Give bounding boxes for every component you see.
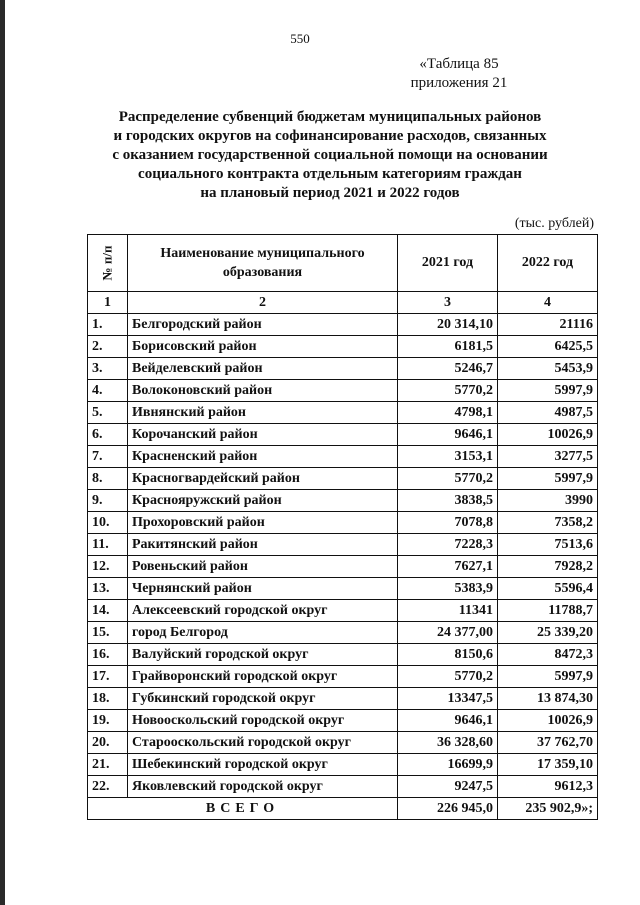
total-row xyxy=(88,798,598,820)
row-value-2022: 10026,9 xyxy=(498,424,598,446)
table-row xyxy=(88,424,598,446)
row-value-2021: 5770,2 xyxy=(398,468,498,490)
row-value-2021: 16699,9 xyxy=(398,754,498,776)
row-name: Чернянский район xyxy=(128,578,398,600)
row-name: Губкинский городской округ xyxy=(128,688,398,710)
table-row xyxy=(88,512,598,534)
row-name: Краснояружский район xyxy=(128,490,398,512)
row-number: 14. xyxy=(88,600,128,622)
table-row xyxy=(88,468,598,490)
header-name: Наименование муниципального образования xyxy=(128,235,398,292)
row-name: Вейделевский район xyxy=(128,358,398,380)
row-name: Валуйский городской округ xyxy=(128,644,398,666)
row-name: Шебекинский городской округ xyxy=(128,754,398,776)
row-name: Ровеньский район xyxy=(128,556,398,578)
row-value-2022: 5997,9 xyxy=(498,666,598,688)
table-row xyxy=(88,314,598,336)
row-value-2021: 5770,2 xyxy=(398,380,498,402)
table-reference xyxy=(384,55,534,93)
subsidy-table xyxy=(87,234,598,820)
row-value-2022: 6425,5 xyxy=(498,336,598,358)
row-number: 22. xyxy=(88,776,128,798)
row-value-2021: 8150,6 xyxy=(398,644,498,666)
row-name: Борисовский район xyxy=(128,336,398,358)
row-value-2022: 5997,9 xyxy=(498,380,598,402)
row-name: город Белгород xyxy=(128,622,398,644)
row-value-2022: 4987,5 xyxy=(498,402,598,424)
table-row xyxy=(88,446,598,468)
row-value-2021: 24 377,00 xyxy=(398,622,498,644)
units-label: (тыс. рублей) xyxy=(514,216,594,231)
row-name: Алексеевский городской округ xyxy=(128,600,398,622)
title-line: на плановый период 2021 и 2022 годов xyxy=(200,185,460,201)
row-value-2021: 5246,7 xyxy=(398,358,498,380)
row-value-2022: 11788,7 xyxy=(498,600,598,622)
row-value-2022: 37 762,70 xyxy=(498,732,598,754)
header-2022: 2022 год xyxy=(498,235,598,292)
table-row xyxy=(88,336,598,358)
total-value-2022: 235 902,9»; xyxy=(498,798,598,820)
row-number: 5. xyxy=(88,402,128,424)
table-row xyxy=(88,402,598,424)
row-value-2022: 5596,4 xyxy=(498,578,598,600)
total-label: ВСЕГО xyxy=(88,798,398,820)
row-number: 9. xyxy=(88,490,128,512)
row-name: Красногвардейский район xyxy=(128,468,398,490)
row-number: 3. xyxy=(88,358,128,380)
table-row xyxy=(88,490,598,512)
header-number-label: № п/п xyxy=(99,245,115,280)
header-number xyxy=(88,235,128,292)
row-name: Прохоровский район xyxy=(128,512,398,534)
column-number: 4 xyxy=(498,292,598,314)
row-value-2021: 13347,5 xyxy=(398,688,498,710)
row-value-2021: 4798,1 xyxy=(398,402,498,424)
row-name: Яковлевский городской округ xyxy=(128,776,398,798)
row-number: 6. xyxy=(88,424,128,446)
row-value-2021: 5770,2 xyxy=(398,666,498,688)
table-row xyxy=(88,600,598,622)
table-reference-line2: приложения 21 xyxy=(410,75,508,91)
row-number: 10. xyxy=(88,512,128,534)
title-line: с оказанием государственной социальной помощи на основании xyxy=(112,147,548,163)
row-value-2022: 21116 xyxy=(498,314,598,336)
row-name: Красненский район xyxy=(128,446,398,468)
scan-edge xyxy=(0,0,5,905)
row-number: 15. xyxy=(88,622,128,644)
row-name: Новооскольский городской округ xyxy=(128,710,398,732)
row-value-2022: 7358,2 xyxy=(498,512,598,534)
table-row xyxy=(88,644,598,666)
row-value-2021: 36 328,60 xyxy=(398,732,498,754)
row-value-2021: 3153,1 xyxy=(398,446,498,468)
row-name: Грайворонский городской округ xyxy=(128,666,398,688)
row-value-2022: 5997,9 xyxy=(498,468,598,490)
table-row xyxy=(88,754,598,776)
row-number: 13. xyxy=(88,578,128,600)
row-value-2022: 8472,3 xyxy=(498,644,598,666)
row-number: 18. xyxy=(88,688,128,710)
table-reference-line1: «Таблица 85 xyxy=(419,56,499,72)
table-row xyxy=(88,776,598,798)
row-value-2022: 3990 xyxy=(498,490,598,512)
row-number: 19. xyxy=(88,710,128,732)
row-value-2021: 6181,5 xyxy=(398,336,498,358)
row-number: 16. xyxy=(88,644,128,666)
row-value-2022: 13 874,30 xyxy=(498,688,598,710)
table-row xyxy=(88,556,598,578)
row-number: 4. xyxy=(88,380,128,402)
row-value-2021: 9247,5 xyxy=(398,776,498,798)
column-number: 1 xyxy=(88,292,128,314)
row-name: Ивнянский район xyxy=(128,402,398,424)
table-row xyxy=(88,622,598,644)
document-title xyxy=(90,108,570,203)
row-value-2022: 7928,2 xyxy=(498,556,598,578)
table-row xyxy=(88,534,598,556)
row-name: Ракитянский район xyxy=(128,534,398,556)
title-line: Распределение субвенций бюджетам муниципальных районов xyxy=(118,109,542,125)
row-value-2022: 25 339,20 xyxy=(498,622,598,644)
row-number: 11. xyxy=(88,534,128,556)
total-value-2021: 226 945,0 xyxy=(398,798,498,820)
table-row xyxy=(88,732,598,754)
row-number: 20. xyxy=(88,732,128,754)
row-name: Белгородский район xyxy=(128,314,398,336)
row-value-2021: 3838,5 xyxy=(398,490,498,512)
column-numbers-row xyxy=(88,292,598,314)
row-value-2022: 5453,9 xyxy=(498,358,598,380)
title-line: и городских округов на софинансирование расходов, связанных xyxy=(113,128,547,144)
table-row xyxy=(88,710,598,732)
row-value-2021: 9646,1 xyxy=(398,424,498,446)
table-row xyxy=(88,380,598,402)
table-row xyxy=(88,688,598,710)
row-value-2021: 7078,8 xyxy=(398,512,498,534)
row-value-2022: 10026,9 xyxy=(498,710,598,732)
row-value-2022: 9612,3 xyxy=(498,776,598,798)
row-value-2021: 7228,3 xyxy=(398,534,498,556)
row-number: 7. xyxy=(88,446,128,468)
row-number: 17. xyxy=(88,666,128,688)
row-value-2022: 17 359,10 xyxy=(498,754,598,776)
column-number: 3 xyxy=(398,292,498,314)
row-value-2021: 11341 xyxy=(398,600,498,622)
header-2021: 2021 год xyxy=(398,235,498,292)
row-number: 1. xyxy=(88,314,128,336)
row-value-2021: 7627,1 xyxy=(398,556,498,578)
table-row xyxy=(88,358,598,380)
row-value-2021: 5383,9 xyxy=(398,578,498,600)
row-number: 21. xyxy=(88,754,128,776)
table-row xyxy=(88,578,598,600)
row-value-2022: 7513,6 xyxy=(498,534,598,556)
row-name: Старооскольский городской округ xyxy=(128,732,398,754)
table-header-row xyxy=(88,235,598,292)
title-line: социального контракта отдельным категориям граждан xyxy=(138,166,522,182)
page-number: 550 xyxy=(290,31,310,46)
row-value-2021: 9646,1 xyxy=(398,710,498,732)
row-number: 2. xyxy=(88,336,128,358)
row-number: 8. xyxy=(88,468,128,490)
table-row xyxy=(88,666,598,688)
row-value-2021: 20 314,10 xyxy=(398,314,498,336)
row-value-2022: 3277,5 xyxy=(498,446,598,468)
row-name: Корочанский район xyxy=(128,424,398,446)
column-number: 2 xyxy=(128,292,398,314)
row-name: Волоконовский район xyxy=(128,380,398,402)
row-number: 12. xyxy=(88,556,128,578)
